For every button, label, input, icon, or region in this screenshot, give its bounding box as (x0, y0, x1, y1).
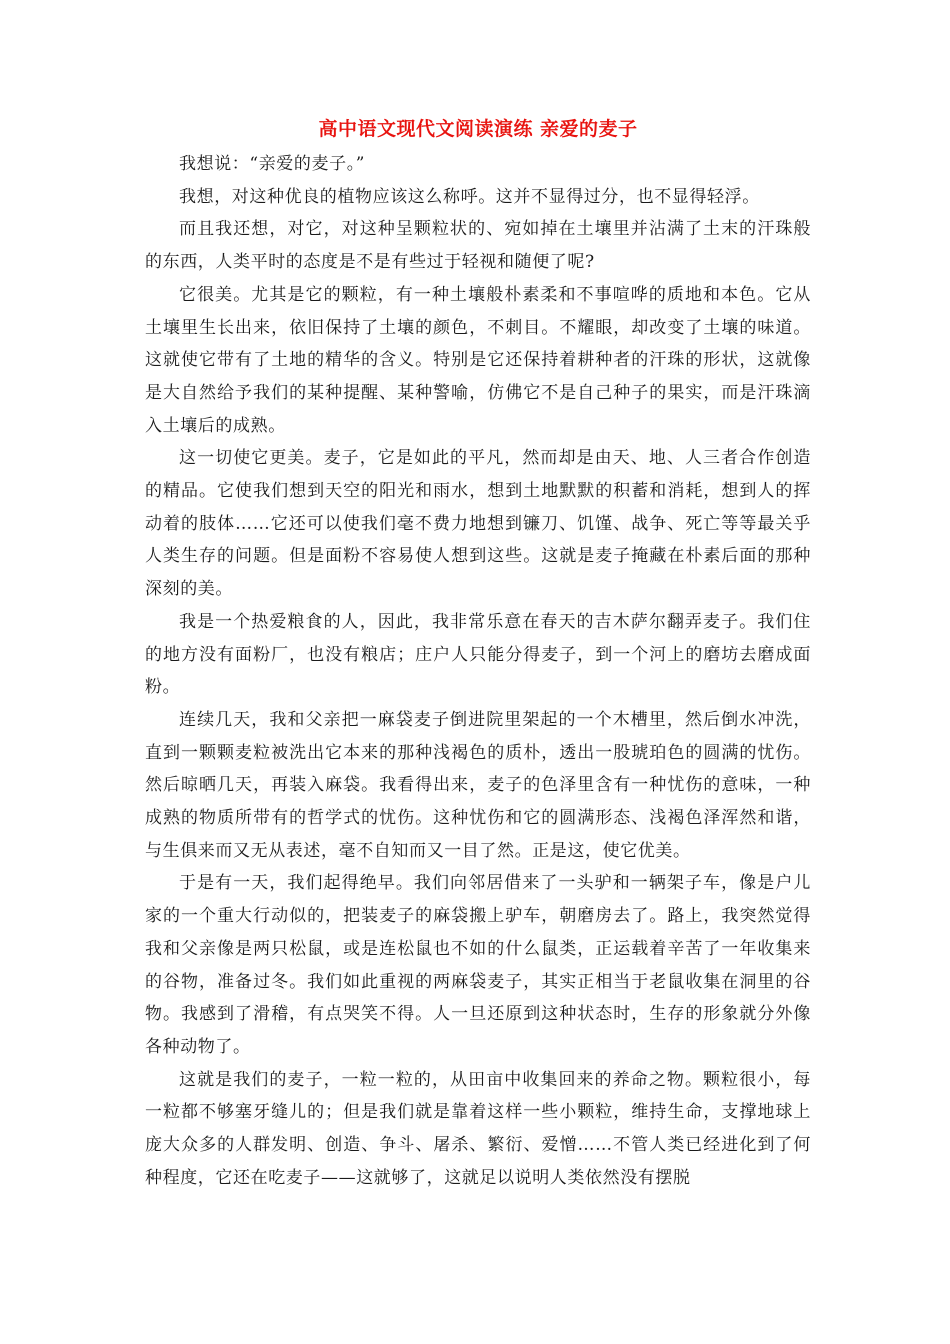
paragraph: 这就是我们的麦子，一粒一粒的，从田亩中收集回来的养命之物。颗粒很小，每一粒都不够塞牙缝儿的；但是我们就是靠着这样一些小颗粒，维持生命，支撑地球上庞大众多的人群发明、创造、争斗、屠杀、繁衍、爱憎……不管人类已经进化到了何种程度，它还在吃麦子——这就够了，这就足以说明人类依然没有摆脱 (145, 1069, 811, 1188)
document-title: 高中语文现代文阅读演练 亲爱的麦子 (318, 118, 638, 140)
paragraph: 我想说：“亲爱的麦子。” (179, 154, 366, 174)
document-page (145, 112, 811, 1195)
paragraph: 我想，对这种优良的植物应该这么称呼。这并不显得过分，也不显得轻浮。 (179, 186, 760, 207)
paragraph: 于是有一天，我们起得绝早。我们向邻居借来了一头驴和一辆架子车，像是户儿家的一个重大行动似的，把装麦子的麻袋搬上驴车，朝磨房去了。路上，我突然觉得我和父亲像是两只松鼠，或是连松鼠也不如的什么鼠类，正运载着辛苦了一年收集来的谷物，准备过冬。我们如此重视的两麻袋麦子，其实正相当于老鼠收集在洞里的谷物。我感到了滑稽，有点哭笑不得。人一旦还原到这种状态时，生存的形象就分外像各种动物了。 (145, 873, 811, 1057)
paragraph: 连续几天，我和父亲把一麻袋麦子倒进院里架起的一个木槽里，然后倒水冲洗，直到一颗颗麦粒被洗出它本来的那种浅褐色的质朴，透出一股琥珀色的圆满的忧伤。然后晾晒几天，再装入麻袋。我看得出来，麦子的色泽里含有一种忧伤的意味，一种成熟的物质所带有的哲学式的忧伤。这种忧伤和它的圆满形态、浅褐色泽浑然和谐，与生俱来而又无从表述，毫不自知而又一目了然。正是这，使它优美。 (145, 709, 811, 861)
paragraph: 而且我还想，对它，对这种呈颗粒状的、宛如掉在土壤里并沾满了土末的汗珠般的东西，人类平时的态度是不是有些过于轻视和随便了呢? (145, 219, 811, 273)
paragraph: 我是一个热爱粮食的人，因此，我非常乐意在春天的吉木萨尔翻弄麦子。我们住的地方没有面粉厂，也没有粮店；庄户人只能分得麦子，到一个河上的磨坊去磨成面粉。 (145, 611, 811, 698)
paragraph: 这一切使它更美。麦子，它是如此的平凡，然而却是由天、地、人三者合作创造的精品。它使我们想到天空的阳光和雨水，想到土地默默的积蓄和消耗，想到人的挥动着的肢体……它还可以使我们毫不费力地想到镰刀、饥馑、战争、死亡等等最关乎人类生存的问题。但是面粉不容易使人想到这些。这就是麦子掩藏在朴素后面的那种深刻的美。 (145, 448, 811, 600)
paragraph: 它很美。尤其是它的颗粒，有一种土壤般朴素柔和不事喧哗的质地和本色。它从土壤里生长出来，依旧保持了土壤的颜色，不刺目。不耀眼，却改变了土壤的味道。这就使它带有了土地的精华的含义。特别是它还保持着耕种者的汗珠的形状，这就像是大自然给予我们的某种提醒、某种警喻，仿佛它不是自己种子的果实，而是汗珠滴入土壤后的成熟。 (145, 284, 811, 436)
